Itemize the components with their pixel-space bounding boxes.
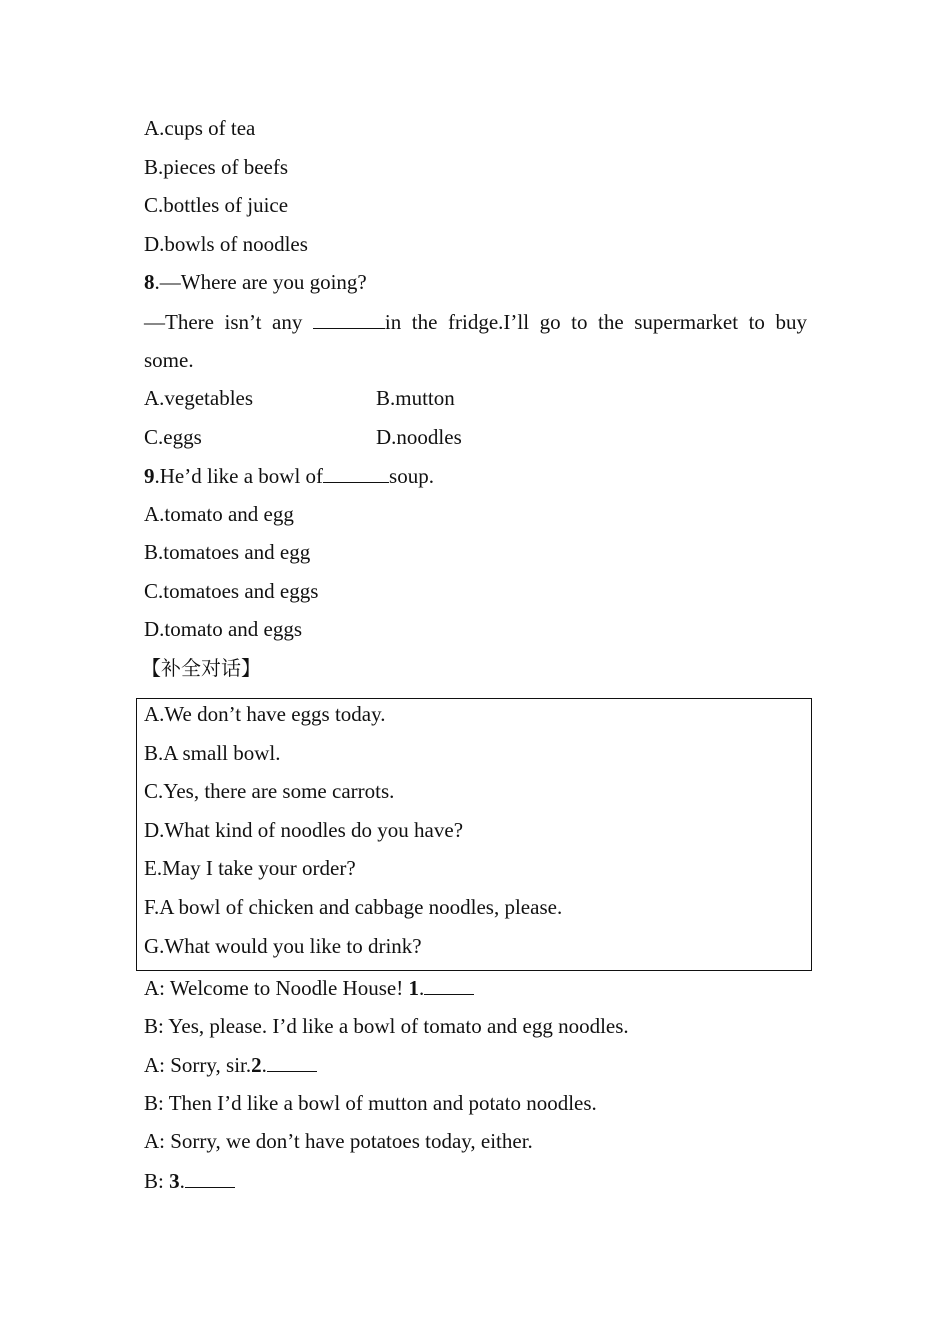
section-title: 【补全对话】 xyxy=(141,656,261,680)
answer-blank-2 xyxy=(267,1052,317,1072)
q8-option-c: C.eggs xyxy=(144,425,202,449)
dialogue-line-4: B: Then I’d like a bowl of mutton and potato noodles. xyxy=(144,1091,597,1115)
box-option-d: D.What kind of noodles do you have? xyxy=(144,818,464,842)
q8-option-a: A.vegetables xyxy=(144,386,254,410)
dialogue-line-6-pre: B: xyxy=(144,1169,170,1193)
q9-prompt-pre: .He’d like a bowl of xyxy=(154,464,324,488)
box-option-f: F.A bowl of chicken and cabbage noodles, please. xyxy=(144,895,563,919)
dialogue-line-3-pre: A: Sorry, sir. xyxy=(144,1053,252,1077)
dialogue-line-3 xyxy=(144,1052,317,1077)
q9-option-d: D.tomato and eggs xyxy=(144,617,303,641)
answer-blank-3 xyxy=(185,1168,235,1188)
blank-number-3: 3 xyxy=(169,1169,180,1193)
q7-option-d: D.bowls of noodles xyxy=(144,232,308,256)
dialogue-line-3-post: . xyxy=(261,1053,267,1077)
q9-option-c: C.tomatoes and eggs xyxy=(144,579,319,603)
dialogue-line-1-pre: A: Welcome to Noodle House! xyxy=(144,976,409,1000)
dialogue-line-5: A: Sorry, we don’t have potatoes today, either. xyxy=(144,1129,533,1153)
blank-number-1: 1 xyxy=(408,976,419,1000)
q8-line3: some. xyxy=(144,348,194,372)
blank-number-2: 2 xyxy=(251,1053,262,1077)
q9-option-b: B.tomatoes and egg xyxy=(144,540,311,564)
dialogue-line-1-post: . xyxy=(418,976,425,1000)
q7-option-c: C.bottles of juice xyxy=(144,193,289,217)
dialogue-line-6 xyxy=(144,1168,235,1193)
q7-option-b: B.pieces of beefs xyxy=(144,155,289,179)
q9-blank xyxy=(323,463,389,483)
q8-line2-pre: —There isn’t any xyxy=(144,310,313,334)
q7-option-a: A.cups of tea xyxy=(144,116,256,140)
dialogue-line-6-post: . xyxy=(179,1169,185,1193)
dialogue-line-1 xyxy=(144,975,474,1000)
q9-number: 9 xyxy=(144,464,155,488)
q8-line2-post: in the fridge.I’ll go to the supermarket to buy xyxy=(384,310,807,334)
box-option-c: C.Yes, there are some carrots. xyxy=(144,779,395,803)
q9-prompt-post: soup. xyxy=(389,464,434,488)
q8-blank xyxy=(313,309,385,329)
box-option-a: A.We don’t have eggs today. xyxy=(144,702,386,726)
dialogue-line-2: B: Yes, please. I’d like a bowl of tomato and egg noodles. xyxy=(144,1014,629,1038)
answer-blank-1 xyxy=(424,975,474,995)
q8-prompt xyxy=(144,270,367,294)
q8-number: 8 xyxy=(144,270,155,294)
box-option-e: E.May I take your order? xyxy=(144,856,356,880)
box-option-b: B.A small bowl. xyxy=(144,741,281,765)
q9-option-a: A.tomato and egg xyxy=(144,502,294,526)
box-option-g: G.What would you like to drink? xyxy=(144,934,422,958)
q8-option-d: D.noodles xyxy=(376,425,462,449)
q9-prompt xyxy=(144,463,434,488)
q8-prompt-text: .—Where are you going? xyxy=(154,270,367,294)
q8-line2 xyxy=(144,309,807,334)
q8-option-b: B.mutton xyxy=(376,386,455,410)
